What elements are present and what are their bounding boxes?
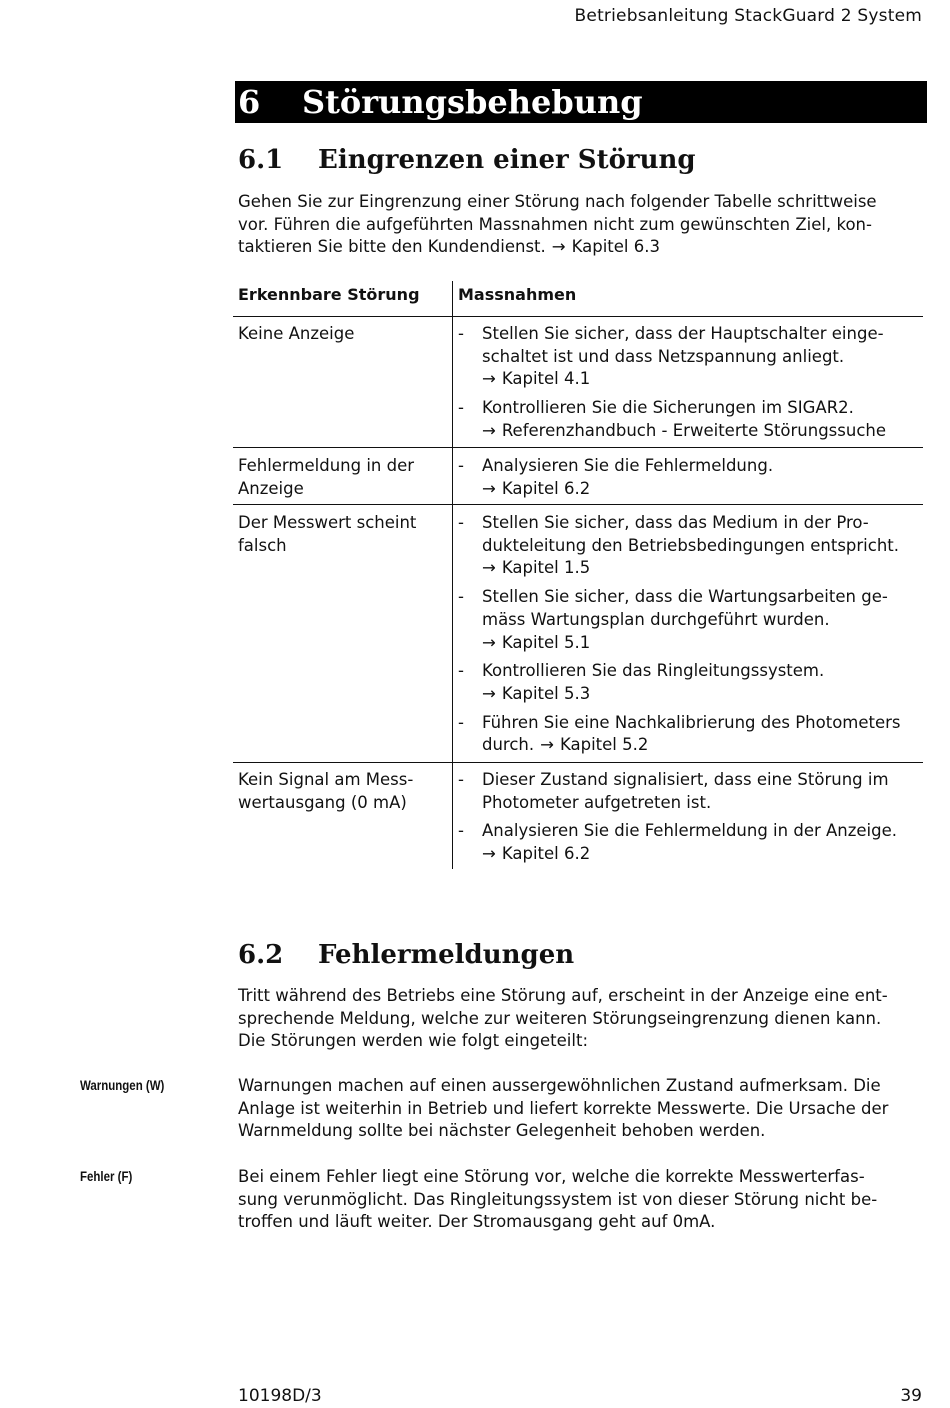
measure-item [458, 660, 923, 705]
fault-line: falsch [238, 535, 287, 555]
bullet-dash: - [458, 513, 464, 532]
bullet-dash: - [458, 661, 464, 681]
measure-line: Analysieren Sie die Fehlermeldung. [482, 456, 774, 475]
bullet-dash: - [458, 324, 464, 343]
measure-line: Stellen Sie sicher, dass der Hauptschalter einge- [482, 324, 884, 343]
fault-line: Kein Signal am Mess- [238, 770, 414, 789]
table-row-measures [458, 455, 923, 506]
cross-reference: Referenzhandbuch - Erweiterte Störungssuche [501, 420, 887, 440]
running-header: Betriebsanleitung StackGuard 2 System [574, 6, 922, 26]
table-row-measures [458, 323, 923, 449]
cross-reference: Kapitel 4.1 [501, 369, 591, 389]
measure-line: Kontrollieren Sie die Sicherungen im SIGAR2. [482, 398, 854, 418]
bullet-dash: - [458, 587, 464, 607]
paragraph-line: troffen und läuft weiter. Der Stromausgang geht auf 0mA. [238, 1212, 716, 1232]
arrow-icon: → [540, 735, 554, 755]
bullet-dash: - [458, 398, 464, 418]
measure-line: Analysieren Sie die Fehlermeldung in der Anzeige. [482, 821, 898, 841]
table-row-measures [458, 512, 923, 763]
arrow-icon: → [482, 558, 496, 578]
warnings-paragraph [238, 1075, 928, 1143]
margin-label-warnings: Warnungen (W) [80, 1077, 165, 1093]
measure-line: Kontrollieren Sie das Ringleitungssystem. [482, 661, 825, 681]
arrow-icon: → [482, 683, 496, 703]
section-title: Fehlermeldungen [318, 940, 575, 970]
bullet-dash: - [458, 821, 464, 841]
arrow-icon: → [482, 844, 496, 864]
fault-line: wertausgang (0 mA) [238, 792, 407, 812]
intro-line: Die Störungen werden wie folgt eingeteilt: [238, 1031, 589, 1051]
arrow-icon: → [482, 369, 496, 389]
intro-line: vor. Führen die aufgeführten Massnahmen nicht zum gewünschten Ziel, kon- [238, 214, 872, 234]
cross-reference: Kapitel 1.5 [501, 558, 591, 578]
errors-paragraph [238, 1166, 928, 1234]
paragraph-line: Warnmeldung sollte bei nächster Gelegenheit behoben werden. [238, 1121, 766, 1141]
paragraph-line: Anlage ist weiterhin in Betrieb und liefert korrekte Messwerte. Die Ursache der [238, 1098, 889, 1118]
section-title: Eingrenzen einer Störung [318, 145, 696, 175]
measure-line: Photometer aufgetreten ist. [482, 792, 712, 812]
measure-ref [482, 632, 923, 655]
fault-line: Keine Anzeige [238, 324, 355, 343]
section-heading-6-2 [238, 940, 574, 970]
bullet-dash: - [458, 770, 464, 789]
margin-label-errors: Fehler (F) [80, 1168, 133, 1184]
measure-item [458, 455, 923, 500]
section-6-1-intro [238, 191, 928, 259]
fault-line: Der Messwert scheint [238, 513, 417, 532]
measure-item [458, 712, 923, 757]
header-fault: Erkennbare Störung [238, 285, 420, 304]
row-rule [233, 447, 923, 448]
measure-ref [482, 478, 923, 501]
measure-ref [482, 368, 923, 391]
table-row-fault [238, 323, 438, 346]
measure-ref [482, 683, 923, 706]
intro-line: sprechende Meldung, welche zur weiteren Störungseingrenzung dienen kann. [238, 1008, 882, 1028]
cross-reference: Kapitel 6.2 [501, 478, 591, 498]
section-6-2-intro [238, 985, 928, 1053]
measure-item [458, 323, 923, 391]
intro-line: Gehen Sie zur Eingrenzung einer Störung nach folgender Tabelle schrittweise [238, 192, 877, 211]
arrow-icon: → [482, 478, 496, 498]
measure-ref [482, 557, 923, 580]
measure-item [458, 820, 923, 865]
arrow-icon: → [482, 632, 496, 652]
measure-line: schaltet ist und dass Netzspannung anliegt. [482, 346, 845, 366]
chapter-heading [235, 81, 927, 123]
footer-page-number: 39 [900, 1386, 922, 1406]
bullet-dash: - [458, 456, 464, 475]
intro-line-text: taktieren Sie bitte den Kundendienst. [238, 237, 546, 257]
chapter-number: 6 [238, 83, 261, 121]
measure-line: dukteleitung den Betriebsbedingungen entspricht. [482, 535, 900, 555]
table-row-fault [238, 512, 438, 557]
paragraph-line: Warnungen machen auf einen aussergewöhnlichen Zustand aufmerksam. Die [238, 1076, 881, 1095]
measure-line: Stellen Sie sicher, dass das Medium in der Pro- [482, 513, 869, 532]
table-row-fault [238, 455, 438, 500]
intro-line [238, 236, 928, 259]
footer-doc-number: 10198D/3 [238, 1386, 322, 1406]
measure-line: Führen Sie eine Nachkalibrierung des Photometers [482, 712, 901, 732]
intro-line: Tritt während des Betriebs eine Störung auf, erscheint in der Anzeige eine ent- [238, 986, 888, 1005]
fault-line: Fehlermeldung in der [238, 456, 415, 475]
section-heading-6-1 [238, 145, 696, 175]
measure-line: Stellen Sie sicher, dass die Wartungsarbeiten ge- [482, 587, 888, 607]
measure-item [458, 586, 923, 654]
section-number: 6.1 [238, 145, 284, 175]
measure-line [482, 734, 923, 757]
measure-line: mäss Wartungsplan durchgeführt wurden. [482, 609, 830, 629]
row-rule [233, 504, 923, 505]
measure-line: Dieser Zustand signalisiert, dass eine Störung im [482, 770, 889, 789]
paragraph-line: sung verunmöglicht. Das Ringleitungssystem ist von dieser Störung nicht be- [238, 1189, 878, 1209]
cross-reference: Kapitel 5.2 [559, 735, 649, 755]
fault-line: Anzeige [238, 478, 304, 498]
measure-ref [482, 420, 923, 443]
arrow-icon: → [551, 237, 566, 257]
measure-item [458, 512, 923, 580]
table-row-measures [458, 769, 923, 872]
chapter-title: Störungsbehebung [302, 83, 643, 121]
cross-reference: Kapitel 5.1 [501, 632, 591, 652]
measure-item [458, 769, 923, 814]
measure-line-text: durch. [482, 735, 535, 755]
header-measures: Massnahmen [458, 285, 577, 304]
row-rule [233, 762, 923, 763]
cross-reference: Kapitel 6.2 [501, 844, 591, 864]
arrow-icon: → [482, 420, 496, 440]
measure-ref [482, 843, 923, 866]
bullet-dash: - [458, 712, 464, 732]
measure-item [458, 397, 923, 442]
section-number: 6.2 [238, 940, 284, 970]
cross-reference: Kapitel 5.3 [501, 683, 591, 703]
paragraph-line: Bei einem Fehler liegt eine Störung vor, welche die korrekte Messwerterfas- [238, 1167, 865, 1186]
column-divider [452, 281, 453, 869]
cross-reference: Kapitel 6.3 [571, 237, 660, 257]
table-row-fault [238, 769, 438, 814]
header-rule [233, 316, 923, 317]
